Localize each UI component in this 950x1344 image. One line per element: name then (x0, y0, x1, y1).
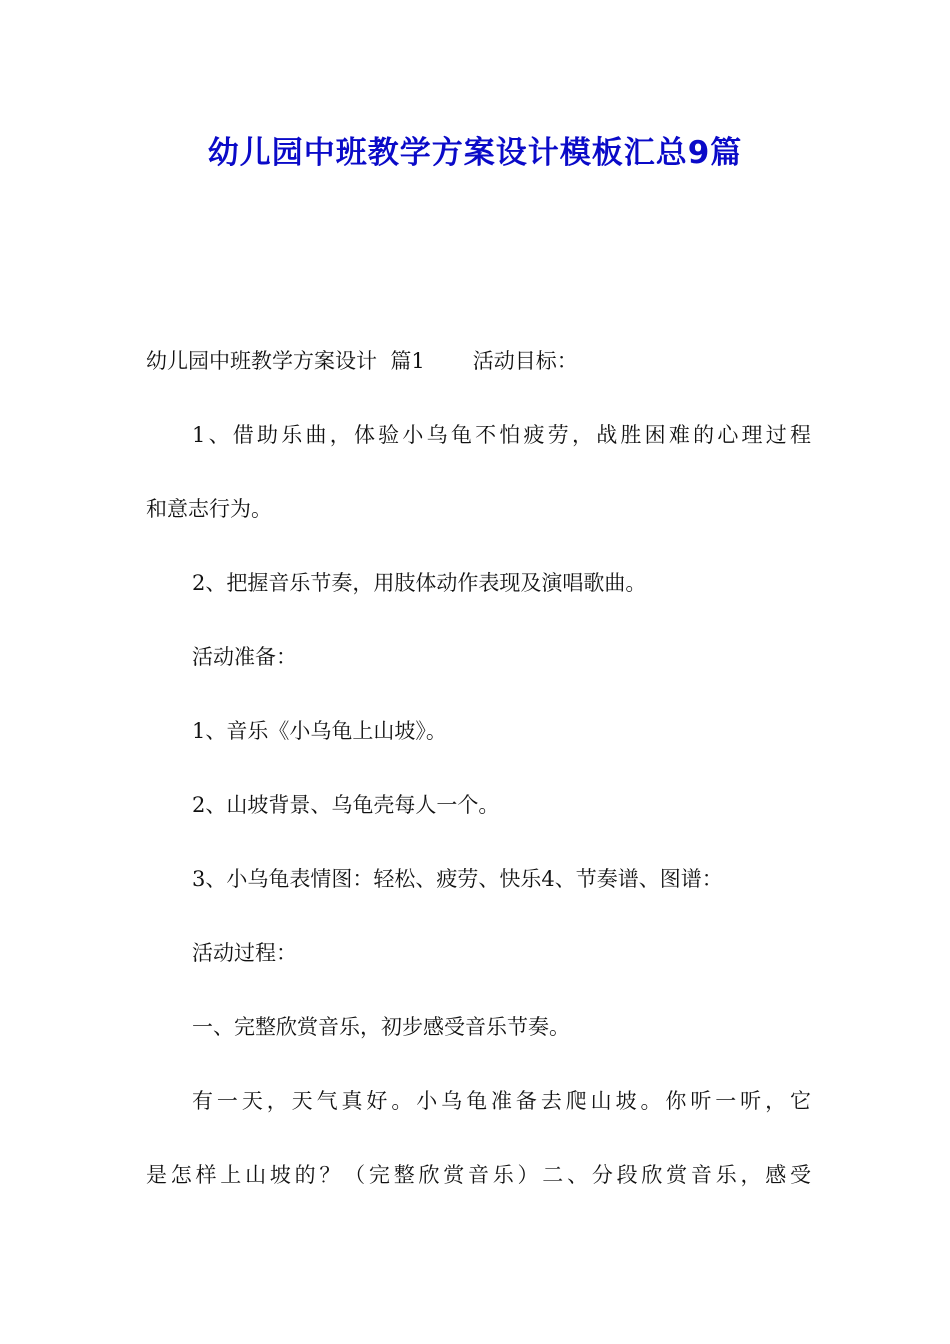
paragraph-line: 2、把握音乐节奏，用肢体动作表现及演唱歌曲。 (192, 571, 647, 595)
paragraph-line: 3、小乌龟表情图：轻松、疲劳、快乐4、节奏谱、图谱： (192, 867, 723, 891)
paragraph-line: 1、借助乐曲，体验小乌龟不怕疲劳，战胜困难的心理过程 (192, 423, 811, 447)
paragraph-line: 是怎样上山坡的？（完整欣赏音乐）二、分段欣赏音乐，感受 (146, 1163, 811, 1187)
paragraph-line: 1、音乐《小乌龟上山坡》。 (192, 719, 447, 743)
paragraph-line: 2、山坡背景、乌龟壳每人一个。 (192, 793, 500, 817)
paragraph-line: 活动准备： (192, 645, 297, 669)
document-title: 幼儿园中班教学方案设计模板汇总9篇 (207, 135, 743, 171)
paragraph-line: 一、完整欣赏音乐，初步感受音乐节奏。 (192, 1015, 570, 1039)
paragraph-line: 活动过程： (192, 941, 297, 965)
paragraph-line: 有一天，天气真好。小乌龟准备去爬山坡。你听一听，它 (192, 1089, 811, 1113)
paragraph-line: 和意志行为。 (146, 497, 272, 521)
section-heading: 幼儿园中班教学方案设计 篇1 (146, 349, 425, 373)
section-heading-line (146, 324, 811, 398)
section-heading-tail: 活动目标： (472, 349, 578, 373)
